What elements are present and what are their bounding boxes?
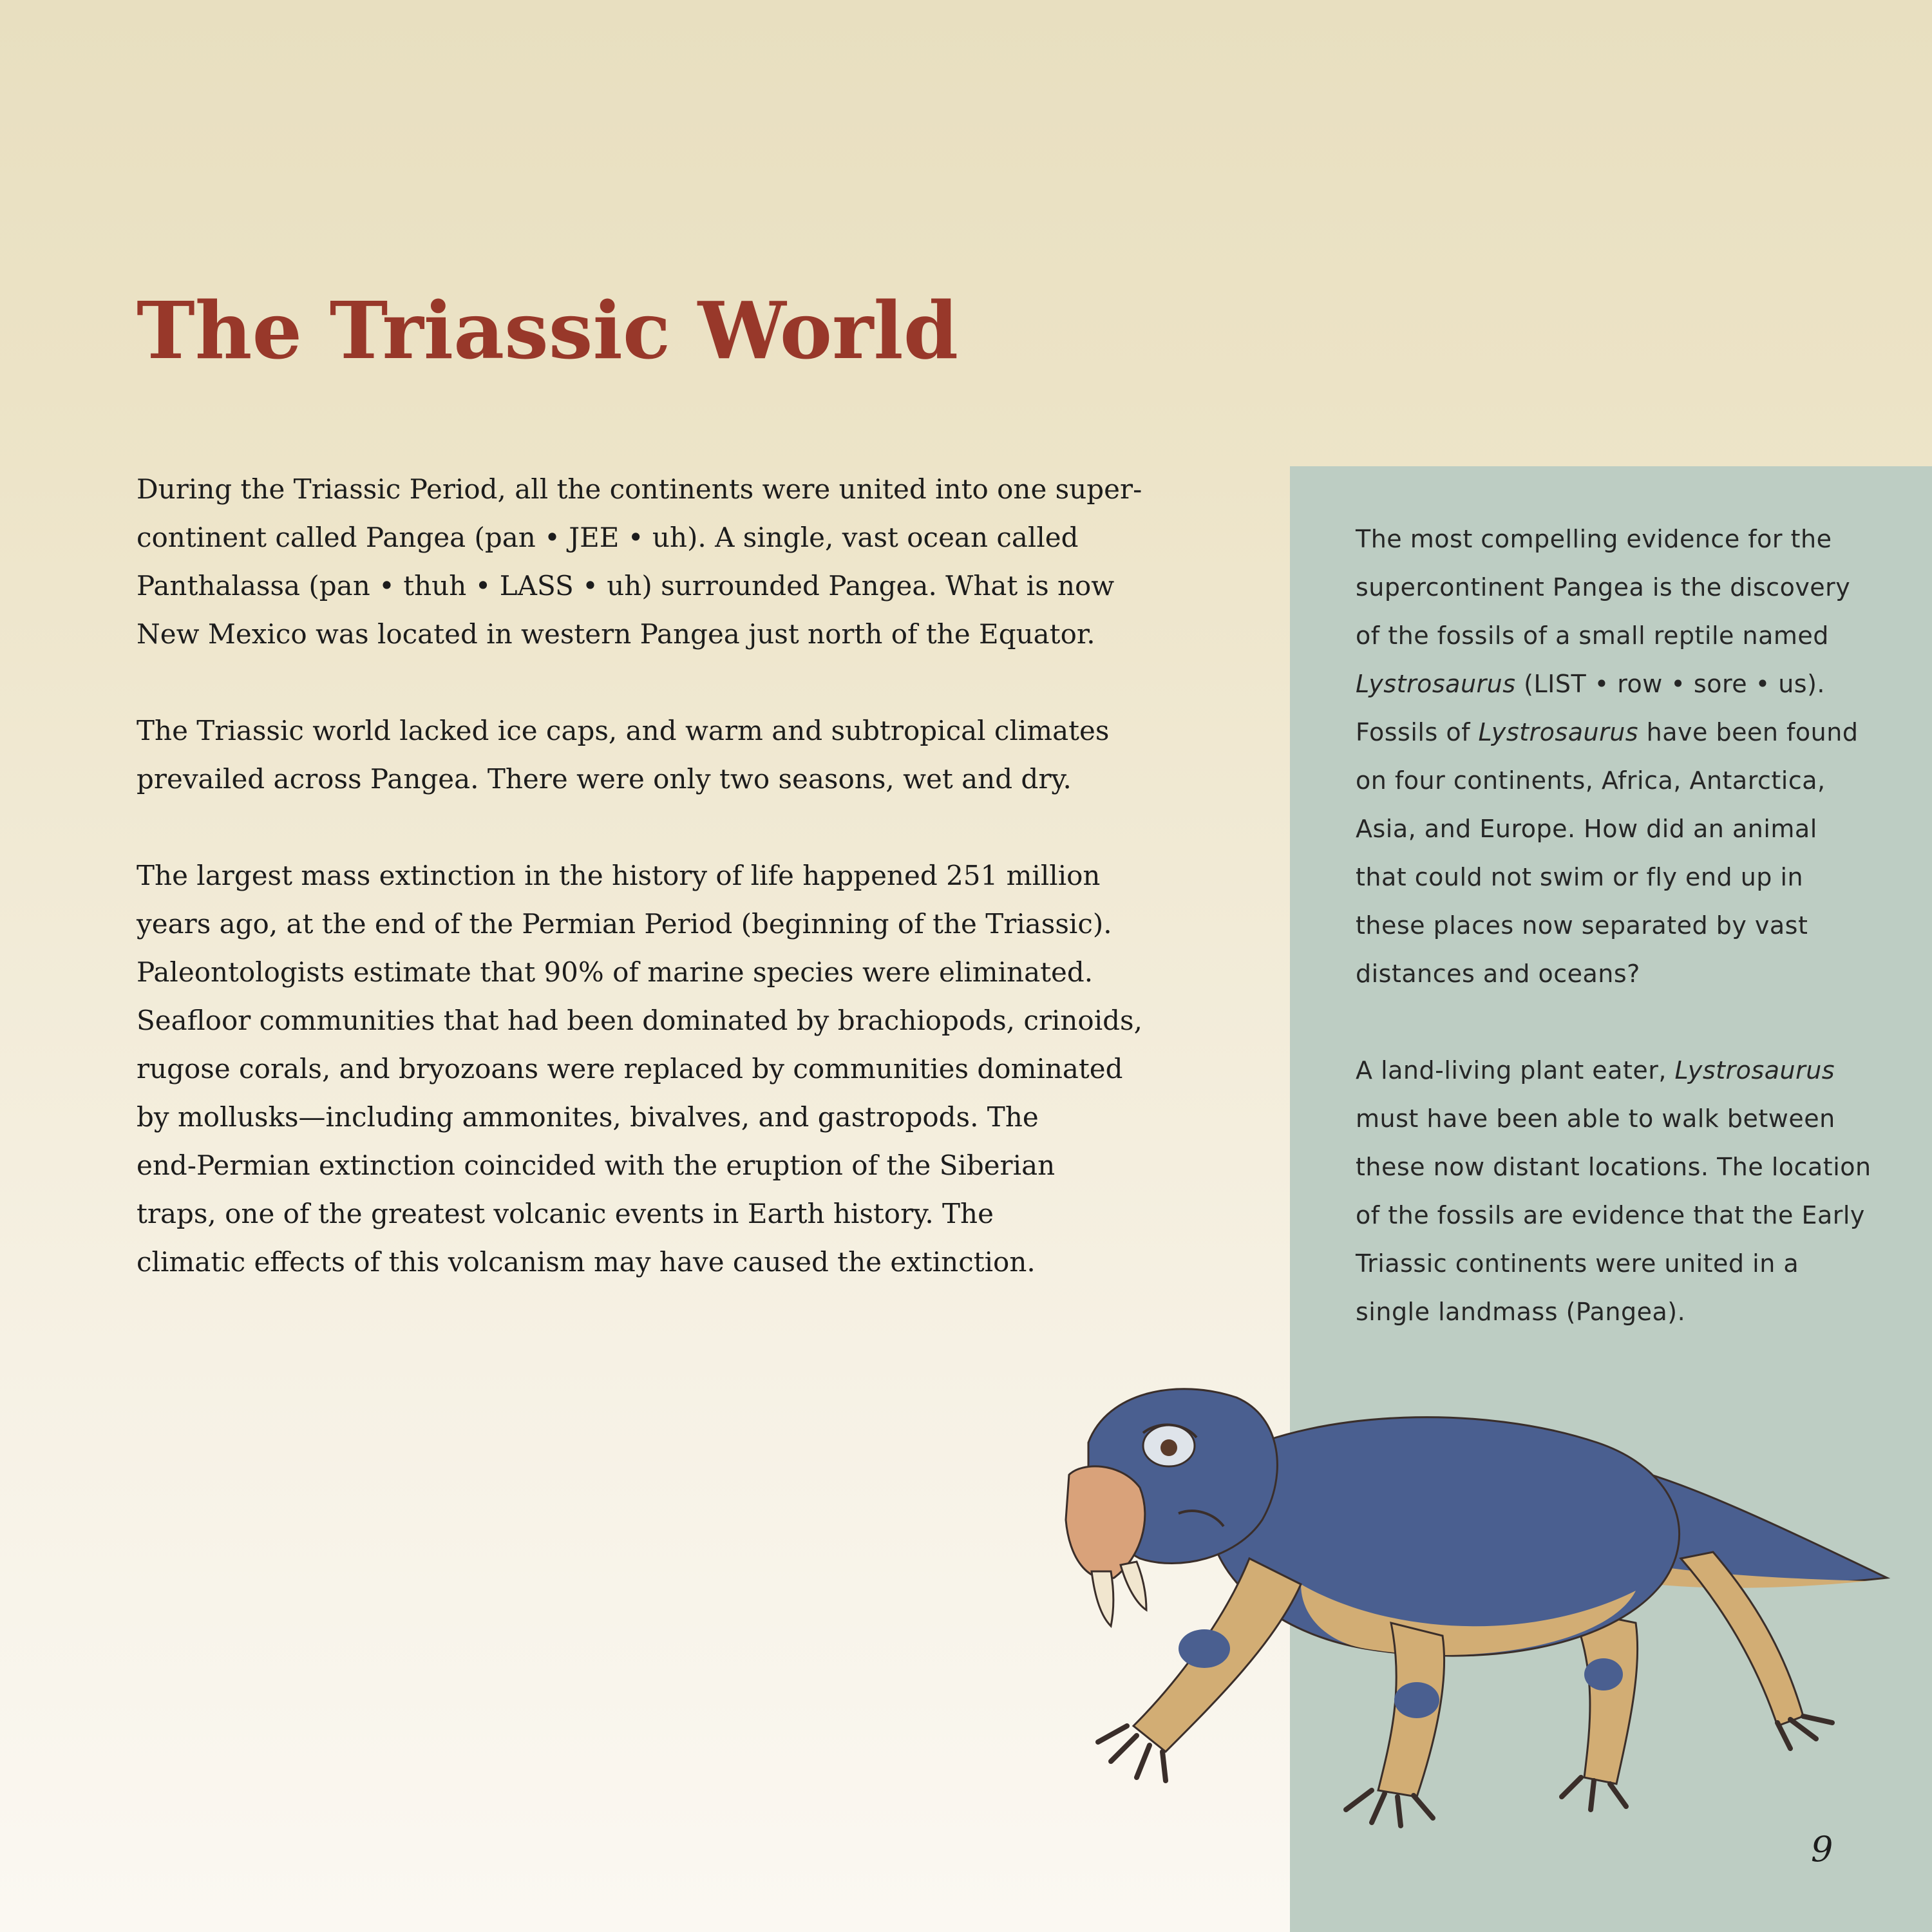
sidebar-paragraph-plant-eater bbox=[1356, 1046, 1871, 1336]
text-line: Paleontologists estimate that 90% of marine species were eliminated. bbox=[137, 956, 1094, 988]
text-line: of the fossils of a small reptile named bbox=[1356, 621, 1829, 650]
text-line: New Mexico was located in western Pangea just north of the Equator. bbox=[137, 618, 1095, 650]
text-line: rugose corals, and bryozoans were replaced by communities dominated bbox=[137, 1053, 1123, 1084]
paragraph-climate bbox=[137, 706, 1238, 803]
text-line: continent called Pangea (pan • JEE • uh). A single, vast ocean called bbox=[137, 522, 1079, 553]
text-line: traps, one of the greatest volcanic events in Earth history. The bbox=[137, 1198, 994, 1229]
text-line: The largest mass extinction in the history of life happened 251 million bbox=[137, 860, 1101, 891]
text-line: supercontinent Pangea is the discovery bbox=[1356, 573, 1851, 601]
text-line: A land-living plant eater, Lystrosaurus bbox=[1356, 1056, 1835, 1084]
page-title: The Triassic World bbox=[137, 284, 958, 377]
text-line: Asia, and Europe. How did an animal bbox=[1356, 815, 1817, 843]
text-line: single landmass (Pangea). bbox=[1356, 1298, 1686, 1326]
sidebar-text bbox=[1356, 515, 1871, 1385]
text-line: of the fossils are evidence that the Early bbox=[1356, 1201, 1865, 1229]
species-name: Lystrosaurus bbox=[1356, 670, 1516, 698]
text-line: that could not swim or fly end up in bbox=[1356, 863, 1804, 891]
text-line: distances and oceans? bbox=[1356, 960, 1640, 988]
text-line: these places now separated by vast bbox=[1356, 911, 1808, 940]
text-line: end-Permian extinction coincided with the eruption of the Siberian bbox=[137, 1150, 1056, 1181]
species-name: Lystrosaurus bbox=[1478, 718, 1639, 746]
text-line: climatic effects of this volcanism may have caused the extinction. bbox=[137, 1246, 1036, 1278]
sidebar-paragraph-evidence bbox=[1356, 515, 1864, 998]
text-line: During the Triassic Period, all the continents were united into one super- bbox=[137, 473, 1142, 505]
text-line: years ago, at the end of the Permian Period (beginning of the Triassic). bbox=[137, 908, 1112, 940]
text-line: Fossils of Lystrosaurus have been found bbox=[1356, 718, 1859, 746]
text-line: The most compelling evidence for the bbox=[1356, 525, 1832, 553]
text-line: on four continents, Africa, Antarctica, bbox=[1356, 766, 1826, 795]
text-line: Triassic continents were united in a bbox=[1356, 1249, 1799, 1278]
main-text bbox=[137, 465, 1238, 1334]
text-line: prevailed across Pangea. There were only two seasons, wet and dry. bbox=[137, 763, 1072, 795]
text-line: The Triassic world lacked ice caps, and warm and subtropical climates bbox=[137, 715, 1110, 746]
paragraph-pangea bbox=[137, 465, 1238, 658]
page-number: 9 bbox=[1811, 1829, 1833, 1870]
species-name: Lystrosaurus bbox=[1674, 1056, 1835, 1084]
text-line: by mollusks—including ammonites, bivalves, and gastropods. The bbox=[137, 1101, 1039, 1133]
text-line: must have been able to walk between bbox=[1356, 1104, 1835, 1133]
paragraph-extinction bbox=[137, 851, 1238, 1286]
text-line: Lystrosaurus (LIST • row • sore • us). bbox=[1356, 670, 1825, 698]
text-line: Seafloor communities that had been dominated by brachiopods, crinoids, bbox=[137, 1005, 1142, 1036]
text-line: these now distant locations. The location bbox=[1356, 1153, 1871, 1181]
text-line: Panthalassa (pan • thuh • LASS • uh) surrounded Pangea. What is now bbox=[137, 570, 1115, 601]
lystrosaurus-illustration bbox=[1030, 1365, 1893, 1868]
reptile-tusk bbox=[1092, 1571, 1113, 1626]
